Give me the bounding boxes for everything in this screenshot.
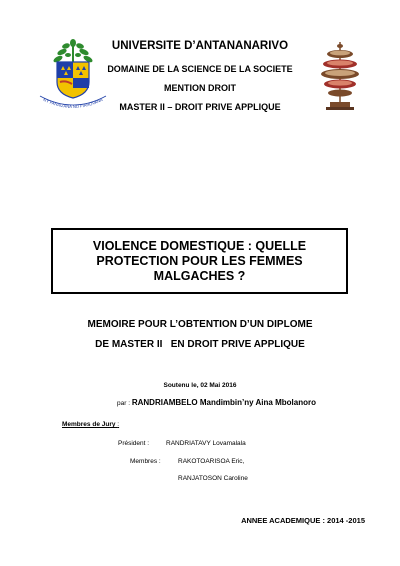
crest-motto: NY FAHAIZANA NO FIAROVANA: [42, 96, 104, 110]
university-crest-icon: [38, 38, 108, 110]
members-label: Membres :: [130, 458, 161, 465]
faculty-emblem-icon: [318, 40, 362, 112]
president-name: RANDRIATAVY Lovamalala: [166, 440, 246, 447]
jury-title: Membres de Jury: [62, 421, 116, 428]
domain-name: DOMAINE DE LA SCIENCE DE LA SOCIETE: [107, 64, 293, 74]
member-2: RANJATOSON Caroline: [178, 475, 248, 482]
memoire-line-1: MEMOIRE POUR L’OBTENTION D’UN DIPLOME: [87, 319, 313, 330]
member-1: RAKOTOARISOA Eric,: [178, 458, 245, 465]
university-name: UNIVERSITE D’ANTANANARIVO: [111, 40, 289, 52]
jury-heading: [62, 421, 119, 428]
jury-colon: :: [117, 421, 120, 428]
president-label: Président :: [118, 440, 150, 447]
author-name: RANDRIAMBELO Mandimbin’ny Aina Mbolanoro: [131, 398, 316, 407]
par-label: par :: [117, 400, 131, 407]
thesis-title-box: [51, 228, 348, 294]
mention-name: MENTION DROIT: [164, 83, 236, 93]
thesis-title-line-3: MALGACHES ?: [153, 268, 246, 283]
master-name: MASTER II – DROIT PRIVE APPLIQUE: [119, 102, 281, 112]
thesis-title-line-2: PROTECTION POUR LES FEMMES: [96, 253, 303, 268]
thesis-title-line-1: VIOLENCE DOMESTIQUE : QUELLE: [92, 238, 307, 253]
author-row: [117, 398, 316, 407]
academic-year: ANNEE ACADEMIQUE : 2014 -2015: [241, 516, 365, 525]
defense-date: Soutenu le, 02 Mai 2016: [163, 382, 237, 389]
memoire-line-2: DE MASTER II EN DROIT PRIVE APPLIQUE: [95, 339, 305, 350]
